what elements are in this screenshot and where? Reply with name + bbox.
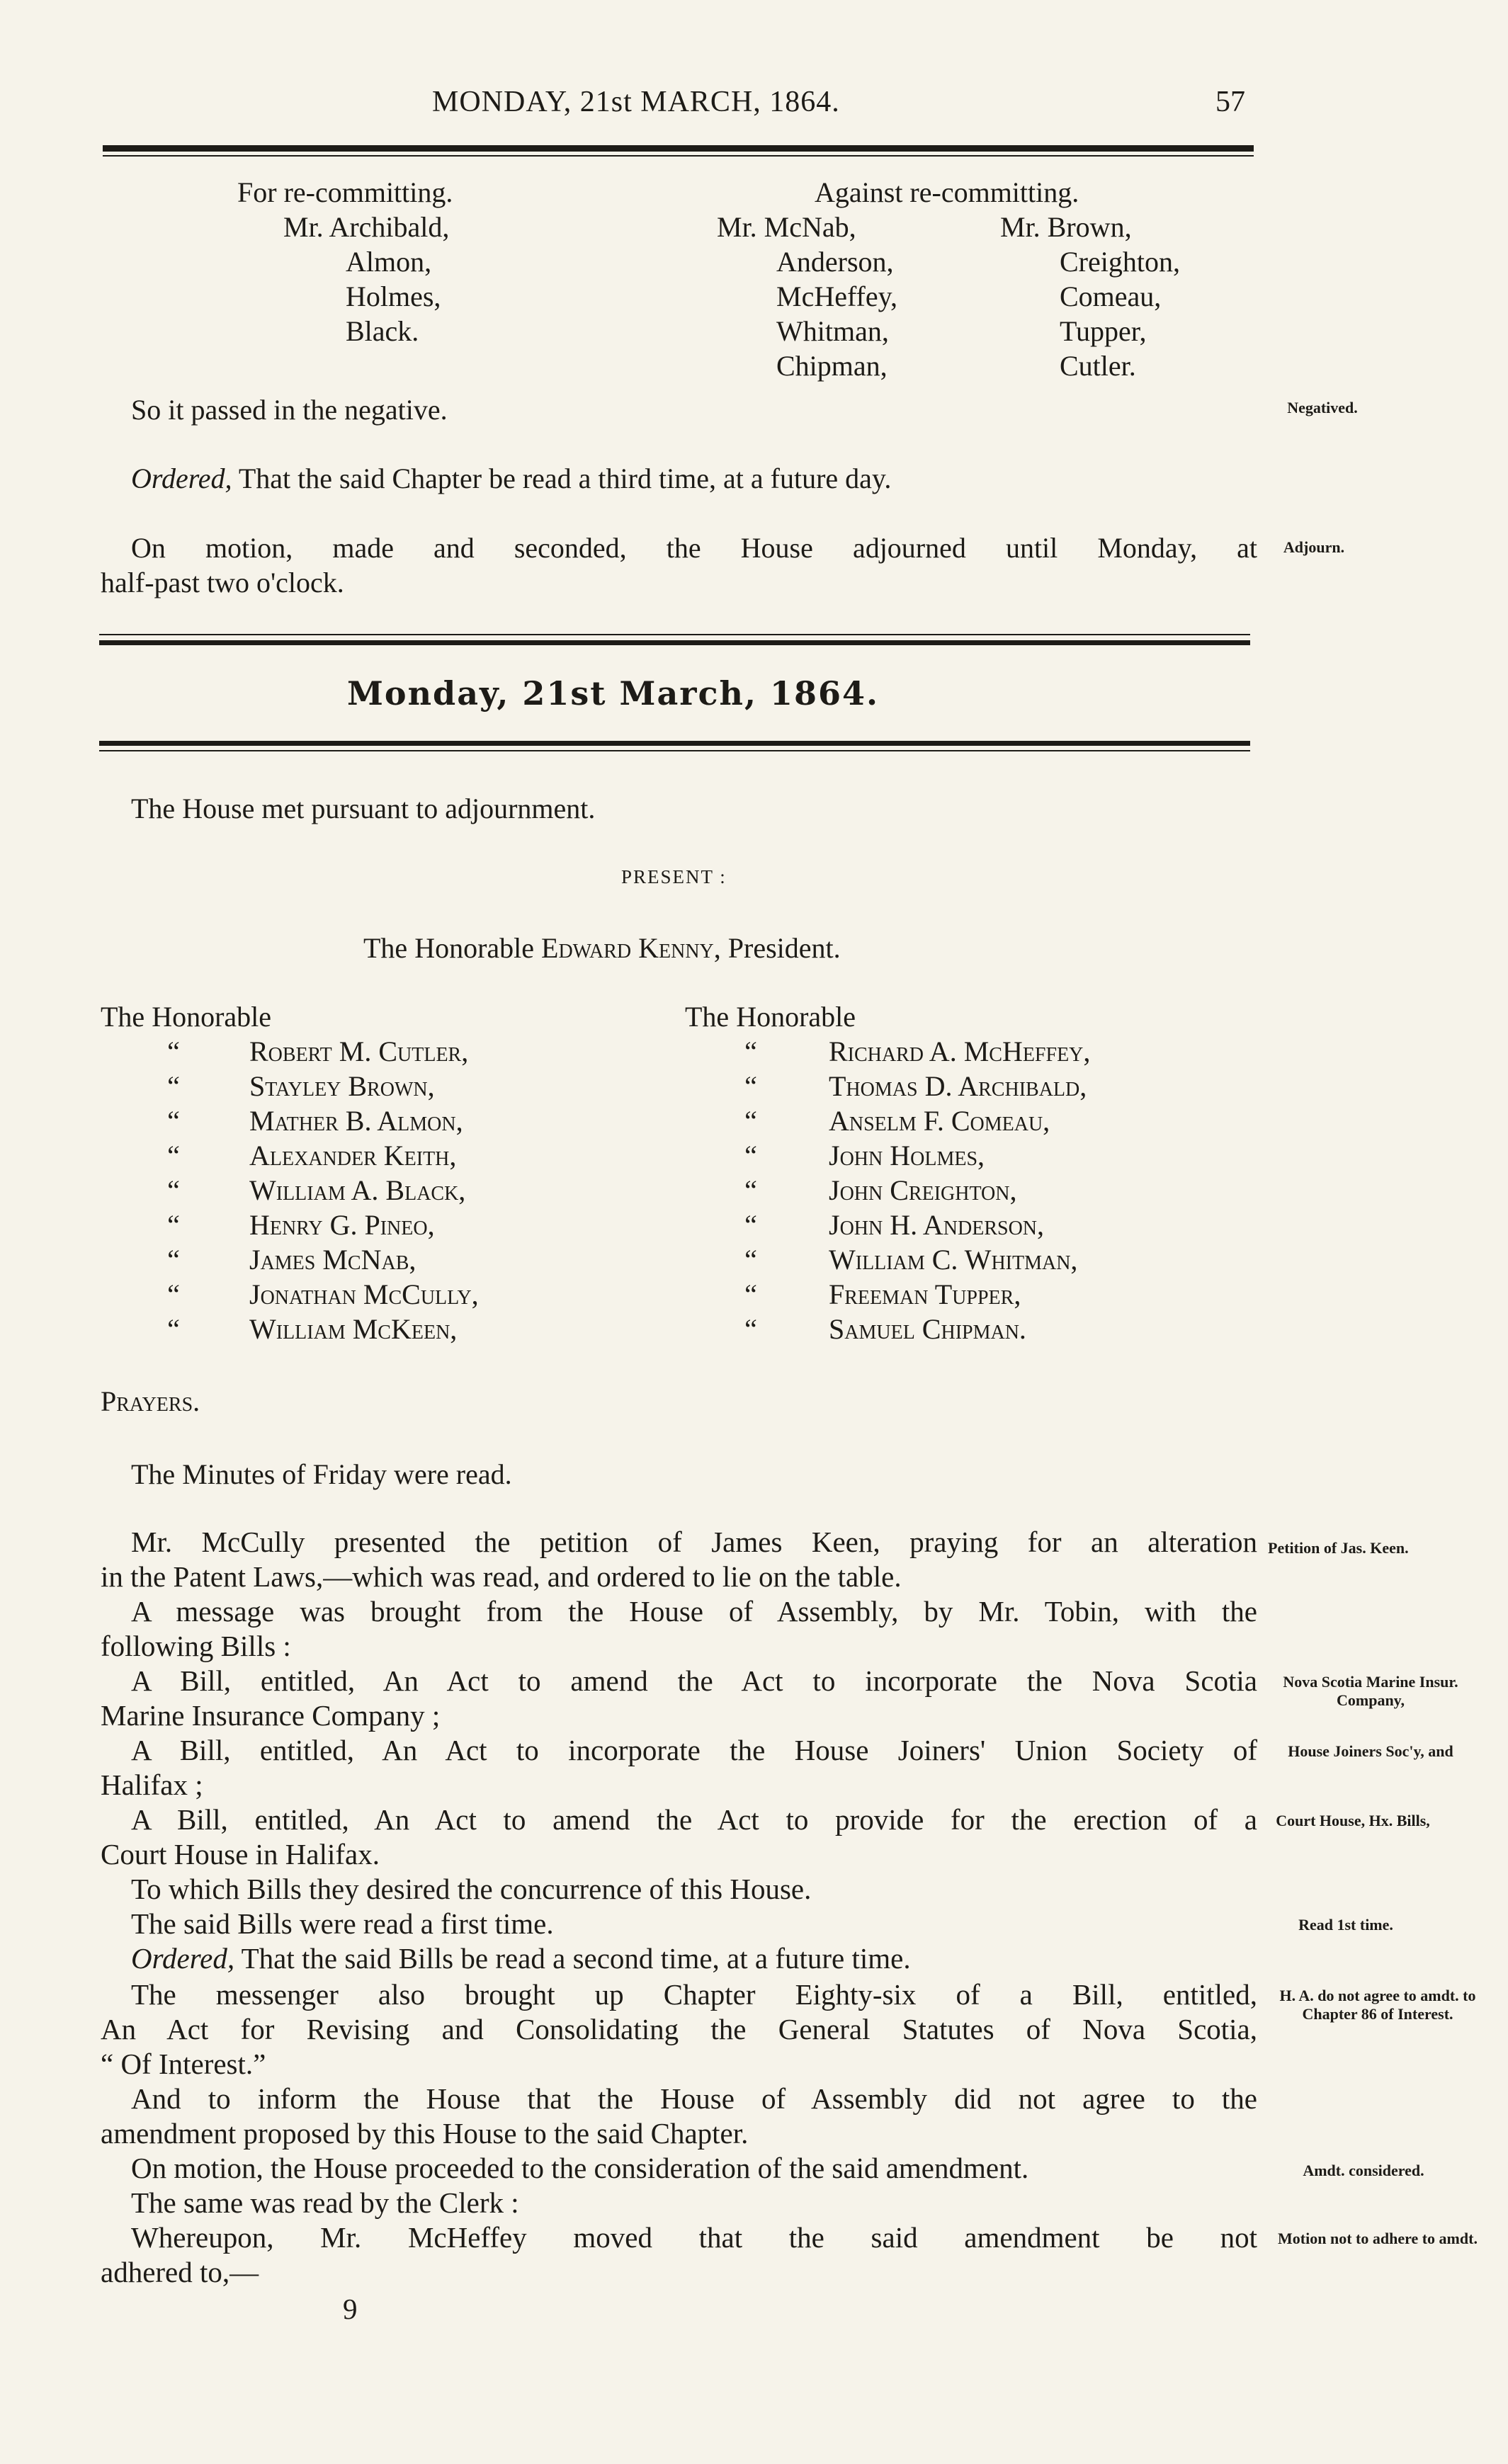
petition-line-1: Mr. McCully presented the petition of James Keen, praying for an alteration [131,1526,1257,1558]
ditto-mark: “ [167,1244,180,1276]
against-name: Mr. McNab, [717,211,856,243]
margin-note-petition: Petition of Jas. Keen. [1268,1539,1409,1557]
prayers: Prayers. [101,1385,200,1417]
title-rule-thin [99,750,1250,751]
ditto-mark: “ [167,1278,180,1310]
against-name: Anderson, [776,246,894,278]
against-name: Creighton, [1060,246,1180,278]
member-name: James McNab, [249,1244,416,1276]
member-name: Stayley Brown, [249,1070,435,1102]
president-line [363,931,841,965]
running-title: MONDAY, 21st MARCH, 1864. [432,86,840,118]
margin-note-chapter86: H. A. do not agree to amdt. to Chapter 86 of Interest. [1279,1987,1476,2023]
petition-line-2: in the Patent Laws,—which was read, and ordered to lie on the table. [101,1560,902,1593]
for-name: Black. [346,315,419,347]
ditto-mark: “ [167,1105,180,1137]
motion-line-1: Whereupon, Mr. McHeffey moved that the said amendment be not [131,2221,1257,2254]
margin-note-consideration: Amdt. considered. [1303,2162,1424,2179]
president-name: Edward Kenny [541,932,714,964]
ordered-word: Ordered, [131,1942,235,1975]
ditto-mark: “ [167,1070,180,1102]
ditto-mark: “ [744,1105,757,1137]
president-prefix: The Honorable [363,932,535,964]
member-name: Richard A. McHeffey, [829,1035,1091,1067]
ditto-mark: “ [167,1035,180,1067]
for-name: Almon, [346,246,432,278]
ditto-mark: “ [744,1244,757,1276]
president-suffix: , President. [713,932,841,964]
ditto-mark: “ [167,1140,180,1171]
margin-note-bill2: House Joiners Soc'y, and [1288,1742,1453,1760]
for-name: Holmes, [346,280,441,312]
members-left-heading: The Honorable [101,1001,272,1033]
division-result: So it passed in the negative. [131,394,448,426]
page-number: 57 [1215,86,1245,118]
member-name: Alexander Keith, [249,1140,457,1171]
member-name: William McKeen, [249,1313,458,1345]
member-name: Thomas D. Archibald, [829,1070,1087,1102]
chapter86-line-2: An Act for Revising and Consolidating the General Statutes of Nova Scotia, [101,2013,1257,2045]
bill3-line-2: Court House in Halifax. [101,1838,380,1870]
ditto-mark: “ [744,1209,757,1241]
chapter86-line-3: “ Of Interest.” [101,2048,266,2080]
adjourn-line-1: On motion, made and seconded, the House adjourned until Monday, at [131,532,1257,564]
motion-line-2: adhered to,— [101,2256,259,2288]
ordered-word: Ordered, [131,462,232,494]
ditto-mark: “ [744,1035,757,1067]
ditto-mark: “ [744,1070,757,1102]
bill3-line-1: A Bill, entitled, An Act to amend the Act to provide for the erection of a [131,1803,1257,1836]
message-line-2: following Bills : [101,1630,291,1662]
header-rule-thick [103,145,1254,152]
margin-note-bill1: Nova Scotia Marine Insur. Company, [1283,1673,1458,1709]
against-heading: Against re-committing. [815,176,1079,208]
against-name: Comeau, [1060,280,1162,312]
member-name: Freeman Tupper, [829,1278,1021,1310]
bill2-line-2: Halifax ; [101,1768,203,1801]
ditto-mark: “ [744,1140,757,1171]
ordered-second-text: That the said Bills be read a second time, at a future time. [241,1942,911,1975]
read-by-clerk: The same was read by the Clerk : [131,2186,519,2219]
for-name: Mr. Archibald, [283,211,450,243]
bill1-line-1: A Bill, entitled, An Act to amend the Act to incorporate the Nova Scotia [131,1664,1257,1697]
against-name: McHeffey, [776,280,898,312]
member-name: Henry G. Pineo, [249,1209,435,1241]
margin-note-adjourn: Adjourn. [1283,538,1345,556]
message-line-1: A message was brought from the House of Assembly, by Mr. Tobin, with the [131,1595,1257,1628]
house-met: The House met pursuant to adjournment. [131,793,596,824]
section-rule-thin [99,634,1250,635]
concurrence: To which Bills they desired the concurrence of this House. [131,1873,812,1905]
against-name: Chipman, [776,350,888,382]
ditto-mark: “ [167,1209,180,1241]
member-name: Samuel Chipman. [829,1313,1026,1345]
margin-note-bill3: Court House, Hx. Bills, [1276,1812,1430,1829]
member-name: Anselm F. Comeau, [829,1105,1050,1137]
member-name: Robert M. Cutler, [249,1035,469,1067]
member-name: William A. Black, [249,1174,466,1206]
ordered-second-paragraph [131,1941,911,1976]
margin-note-motion: Motion not to adhere to amdt. [1278,2230,1478,2247]
first-time: The said Bills were read a first time. [131,1907,554,1940]
section-rule-thick [99,640,1250,645]
ditto-mark: “ [744,1278,757,1310]
minutes-read: The Minutes of Friday were read. [131,1458,512,1490]
ditto-mark: “ [167,1174,180,1206]
member-name: John Creighton, [829,1174,1017,1206]
ordered-third-paragraph [131,462,891,496]
consideration: On motion, the House proceeded to the consideration of the said amendment. [131,2152,1029,2184]
present-label: PRESENT : [621,866,727,887]
section-title: Monday, 21st March, 1864. [347,674,880,712]
inform-line-1: And to inform the House that the House of Assembly did not agree to the [131,2082,1257,2115]
against-name: Cutler. [1060,350,1136,382]
chapter86-line-1: The messenger also brought up Chapter Eighty-six of a Bill, entitled, [131,1978,1257,2011]
against-name: Whitman, [776,315,889,347]
member-name: John H. Anderson, [829,1209,1045,1241]
margin-note-negatived: Negatived. [1287,399,1358,416]
member-name: Jonathan McCully, [249,1278,479,1310]
header-rule-thin [103,155,1254,157]
member-name: John Holmes, [829,1140,985,1171]
inform-line-2: amendment proposed by this House to the said Chapter. [101,2117,749,2150]
adjourn-line-2: half-past two o'clock. [101,567,344,598]
members-right-heading: The Honorable [685,1001,856,1033]
bill1-line-2: Marine Insurance Company ; [101,1699,441,1732]
bill2-line-1: A Bill, entitled, An Act to incorporate the House Joiners' Union Society of [131,1734,1257,1766]
member-name: William C. Whitman, [829,1244,1078,1276]
ordered-third-text: That the said Chapter be read a third time, at a future day. [238,462,892,494]
margin-note-first-time: Read 1st time. [1298,1916,1393,1934]
ditto-mark: “ [167,1313,180,1345]
title-rule-thick [99,741,1250,746]
ditto-mark: “ [744,1174,757,1206]
ditto-mark: “ [744,1313,757,1345]
member-name: Mather B. Almon, [249,1105,463,1137]
signature-mark: 9 [343,2293,358,2325]
against-name: Tupper, [1060,315,1147,347]
against-name: Mr. Brown, [1000,211,1132,243]
for-heading: For re-committing. [237,176,453,208]
